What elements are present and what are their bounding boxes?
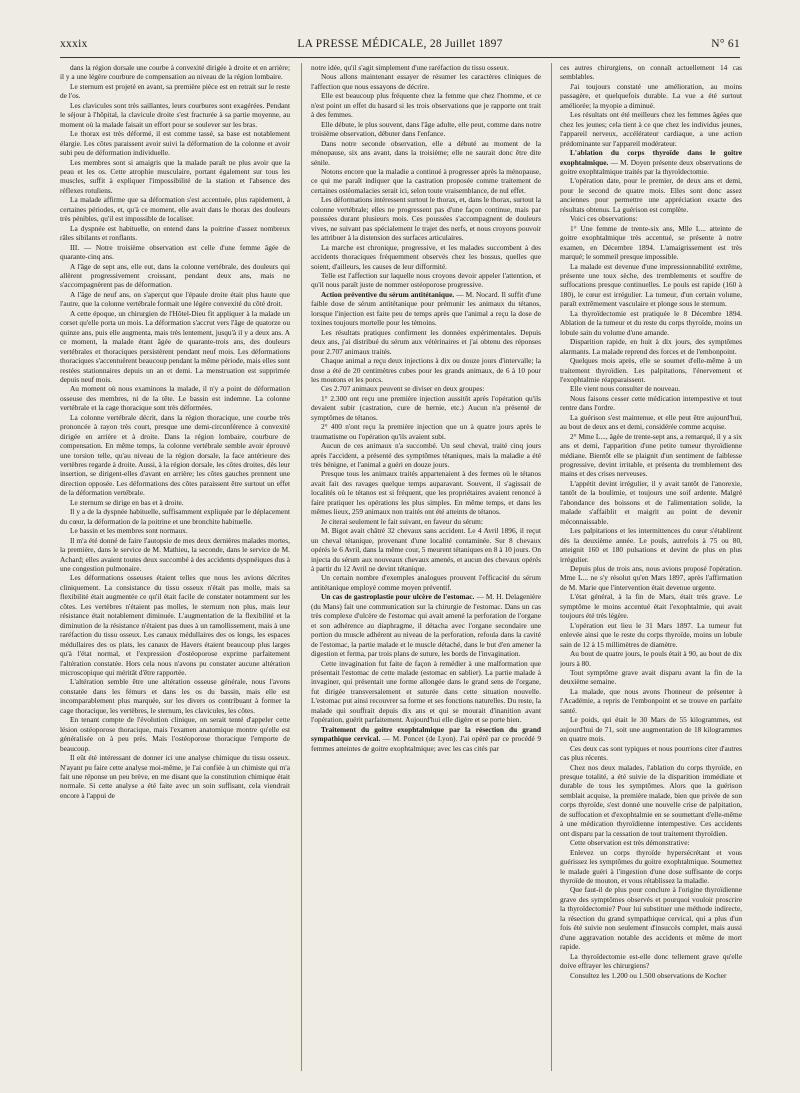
paragraph: Il m'a été donné de faire l'autopsie de mes deux dernières malades mortes, la première, dans le service de M. Mathieu, la seconde, dans le service de M. Achard; elles avaient toutes deux succombé à des accidents dyspnéiques dus à une congestion pulmonaire.	[60, 535, 290, 574]
paragraph: L'état général, à la fin de Mars, était très grave. Le symptôme le moins accentué était l'exophtalmie, qui avait toujours été très légère.	[560, 592, 742, 621]
section-heading: Action préventive du sérum antitétanique.	[321, 289, 455, 299]
paragraph: Les membres sont si amaigris que la malade paraît ne plus avoir que la peau et les os. Cette atrophie musculaire, portant également sur tous les muscles, suffit à expliquer l'impossibilité de la station et l'absence des réflexes rotuliens.	[60, 157, 290, 195]
paragraph: Nous faisons cesser cette médication intempestive et tout rentre dans l'ordre.	[560, 393, 742, 413]
header-rule	[60, 57, 740, 58]
paragraph: 2° 400 n'ont reçu la première injection que un à quatre jours après le traumatisme ou l'opération qu'ils avaient subi.	[311, 422, 541, 441]
paragraph: Il eût été intéressant de donner ici une analyse chimique du tissu osseux. N'ayant pu faire cette analyse moi-même, je l'ai confiée à un chimiste qui m'a fait une réponse un peu brève, en me disant que la constitution chimique était normale. Si cette analyse a été faite avec un soin suffisant, cela viendrait encore à l'appui de	[60, 753, 290, 800]
paragraph: Notons encore que la maladie a continué à progresser après la ménopause, ce qui me paraît indiquer que la castration proposée comme traitement de certaines ostéomalacies serait ici, selon toute vraisemblance, de nul effet.	[311, 166, 541, 195]
paragraph: Le bassin et les membres sont normaux.	[70, 526, 188, 536]
paragraph: Les déformations intéressent surtout le thorax, et, dans le thorax, surtout la colonne vertébrale; elles ne progressent pas d'une façon continue, mais par poussées durant plusieurs mois. Ces poussées s'accompagnent de douleurs vives, ne suivant pas spécialement le trajet des nerfs, et nous croyons pouvoir les attribuer à la distension des surfaces articulaires.	[311, 195, 541, 243]
paragraph: III. — Notre troisième observation est celle d'une femme âgée de quarante-cinq ans.	[60, 242, 290, 262]
paragraph: M. Bigot avait châtré 32 chevaux sans accident. Le 4 Avril 1896, il reçut un cheval tétanique, provenant d'une localité contaminée. Sur 8 chevaux opérés le 6 Avril, dans la même cour, 5 meurent tétaniques en 8 à 10 jours. On injecta du sérum aux nouveaux chevaux amenés, et aucun des chevaux opérés à partir du 12 Avril ne devint tétanique.	[311, 526, 541, 574]
paragraph: L'ablation du corps thyroïde dans le goitre exophtalmique. — M. Doyen présente deux observations de goitre exophtalmique traités par la thyroïdectomie.	[560, 148, 742, 176]
paragraph: Chaque animal a reçu deux injections à dix ou douze jours d'intervalle; la dose a été de 20 centimètres cubes pour les grands animaux, de 6 à 10 pour les moutons et les porcs.	[311, 356, 541, 384]
column-3	[560, 63, 742, 1071]
paragraph: L'appétit devint irrégulier, il y avait tantôt de l'anorexie, tantôt de la boulimie, et toujours une soif ardente. Malgré l'abondance des boissons et de l'alimentation solide, la malade s'affaiblit et maigrit au point de devenir méconnaissable.	[560, 478, 742, 526]
paragraph: J'ai toujours constaté une amélioration, au moins passagère, et quelquefois durable. La vue a été surtout améliorée; la myopie a diminué.	[560, 81, 742, 110]
paragraph: Depuis plus de trois ans, nous avions proposé l'opération. Mme L... ne s'y résolut qu'en Mars 1897, après l'affirmation de M. Marie que l'intervention était devenue urgente.	[560, 564, 742, 592]
paragraph: Telle est l'affection sur laquelle nous croyons devoir appeler l'attention, et qu'il nous paraît juste de nommer ostéoporose progressive.	[311, 270, 541, 290]
column-1	[60, 63, 290, 1071]
issue-number: N° 61	[711, 38, 740, 50]
paragraph: Enlevez un corps thyroïde hypersécrétant et vous guérissez les symptômes du goitre exophtalmique. Soumettez le malade guéri à l'ingestion d'une dose suffisante de corps thyroïde de mouton, et vous rétablissez la maladie.	[560, 847, 742, 885]
paragraph: Un cas de gastroplastie pour ulcère de l'estomac. — M. H. Delagenière (du Mans) fait une communication sur la chirurgie de l'estomac. Dans un cas très complexe d'ulcère de l'estomac qui avait amené la perforation de l'organe et son adhérence au diaphragme, il détacha avec l'organe secondaire une portion du muscle adhérent au niveau de la perforation, refoula dans la cavité de l'estomac, la partie malade et le muscle détaché, dans le but d'en amener la digestion et ferma, par trois plans de suture, les bords de l'invagination.	[311, 592, 541, 659]
paragraph: Action préventive du sérum antitétanique. — M. Nocard. Il suffit d'une faible dose de sérum antitétanique pour prémunir les animaux du tétanos, lorsque l'injection est faite peu de temps après que l'animal a reçu la dose de toxines toujours mortelle pour les témoins.	[311, 289, 541, 328]
paragraph: Cette observation est très démonstrative:	[570, 838, 690, 848]
paragraph: La marche est chronique, progressive, et les malades succombent à des accidents thoraciques fréquemment observés chez les bossus, quelles que soient, d'ailleurs, les causes de leur difformité.	[311, 242, 541, 271]
paragraph: Dans notre seconde observation, elle a débuté au moment de la ménopause, six ans avant, dans la troisième; elle ne saurait donc être dite sénile.	[311, 138, 541, 167]
paragraph: Je citerai seulement le fait suivant, en faveur du sérum:	[321, 516, 483, 526]
paragraph: Ces 2.707 animaux peuvent se diviser en deux groupes:	[321, 384, 485, 394]
paragraph: Les palpitations et les intermittences du cœur s'établirent dès la deuxième année. Le pouls, autrefois à 75 ou 80, atteignit 160 et 180 pulsations et devint de plus en plus irrégulier.	[560, 526, 742, 564]
page-number: xxxix	[60, 38, 88, 50]
paragraph: En tenant compte de l'évolution clinique, on serait tenté d'appeler cette lésion ostéoporose thoracique, mais l'examen anatomique montre qu'elle est généralisée on à peu près. Mais l'ostéoporose thoracique l'emporte de beaucoup.	[60, 715, 290, 753]
paragraph: Elle vient nous consulter de nouveau.	[570, 384, 681, 394]
paragraph: 1° Une femme de trente-six ans, Mlle L... atteinte de goitre exophtalmique très accentué, se présente à notre examen, en Décembre 1894. L'amaigrissement est très marqué; le sommeil presque impossible.	[560, 223, 742, 262]
section-heading: Traitement du goitre exophtalmique par la résection du grand sympathique cervical.	[311, 724, 541, 744]
paragraph: Chez nos deux malades, l'ablation du corps thyroïde, en presque totalité, a été suivie de la disparition immédiate et durable de tous les symptômes. Alors que la guérison semblait acquise, la première malade, bien que privée de son corps thyroïde, s'est donné une nouvelle crise de palpitation, de suffocation et d'exophtalmie en se soumettant d'elle-même à une médication thyroïdienne intempestive. Ces accidents ont disparu par la cessation de tout traitement thyroïdien.	[560, 762, 742, 838]
paragraph: Les déformations osseuses étaient telles que nous les avions décrites cliniquement. La consistance du tissu osseux n'était pas molle, mais sa flexibilité était augmentée ce qu'il était facile de constater notamment sur les côtes. Les vertèbres n'étaient pas molles, le sternum non plus, mais leur résistance était notablement diminuée. L'augmentation de la flexibilité et la diminution de la résistance n'étaient pas dues à un ramollissement, mais à une raréfaction du tissu osseux. Les canaux médullaires des os longs, les espaces médullaires des os plats, les canaux de Havers étaient beaucoup plus larges qu'à l'état normal, et l'expression d'ostéoporose exprime parfaitement l'altération constatée. Hors cela nous n'avons pu constater aucune altération microscopique qui méritât d'être rapportée.	[60, 573, 290, 677]
paragraph: Le sternum est projeté en avant, sa première pièce est en retrait sur le reste de l'os.	[60, 81, 290, 101]
paragraph: La thyroïdectomie est pratiquée le 8 Décembre 1894. Ablation de la tumeur et du reste du corps thyroïde, moins un lobule sain du volume d'une amande.	[560, 308, 742, 337]
paragraph: La malade est devenue d'une impressionnabilité extrême, présente une toux sèche, des tremblements et souffre de suffocations presque continuelles. Le pouls est rapide (160 à 180), le cœur est irrégulier. La tumeur, d'un certain volume, paraît extrêmement vasculaire et plonge sous le sternum.	[560, 261, 742, 309]
paragraph: L'altération semble être une altération osseuse générale, nous l'avons constatée dans les fémurs et dans les os du bassin, mais elle est incomparablement plus marquée, sur les divers os contribuant à former la cage thoracique, les vertèbres, le sternum, les clavicules, les côtes.	[60, 677, 290, 715]
paragraph: Nous allons maintenant essayer de résumer les caractères cliniques de l'affection que nous essayons de décrire.	[311, 72, 541, 91]
paragraph: A cette époque, un chirurgien de l'Hôtel-Dieu fit appliquer à la malade un corset qu'elle porta un mois. La déformation s'accrut vers l'âge de quatorze ou quinze ans, puis elle augmenta, mais très lentement, jusqu'à il y a deux ans. A ce moment, la malade étant âgée de quarante-trois ans, des douleurs vertébrales et thoraciques persistèrent pendant neuf mois. Les déformations thoraciques s'accentuèrent beaucoup pendant la même période, mais elles sont restées stationnaires depuis un an et demi. La menstruation est supprimée depuis neuf mois.	[60, 308, 290, 384]
paragraph: La thyroïdectomie est-elle donc tellement grave qu'elle doive effrayer les chirurgiens?	[560, 951, 742, 971]
paragraph: Elle est beaucoup plus fréquente chez la femme que chez l'homme, et ce n'est point un effet du hasard si les trois observations que je rapporte ont trait à des femmes.	[311, 91, 541, 120]
paragraph: Tout symptôme grave avait disparu avant la fin de la deuxième semaine.	[560, 668, 742, 687]
paragraph: 2° Mme L..., âgée de trente-sept ans, a remarqué, il y a six ans et demi, l'apparition d'une petite tumeur thyroïdienne médiane. Bientôt elle se plaignit d'un sentiment de faiblesse progressive, devint irritable, et présenta du tremblement des mains et des crises nerveuses.	[560, 431, 742, 479]
journal-title: LA PRESSE MÉDICALE, 28 Juillet 1897	[297, 38, 503, 50]
paragraph: Il y a de la dyspnée habituelle, suffisamment expliquée par le déplacement du cœur, la déformation de la poitrine et une bronchite habituelle.	[60, 507, 290, 526]
paragraph: Un certain nombre d'exemples analogues prouvent l'efficacité du sérum antitétanique employé comme moyen préventif.	[311, 573, 541, 592]
paragraph: L'opération date, pour le premier, de deux ans et demi, pour le second de quatre mois. Elles sont donc assez anciennes pour permettre une appréciation exacte des résultats obtenus. La guérison est complète.	[560, 176, 742, 214]
paragraph: La malade, que nous avons l'honneur de présenter à l'Académie, a repris de l'embonpoint et se trouve en parfaite santé.	[560, 686, 742, 715]
column-divider	[301, 63, 302, 1071]
paragraph: Quelques mois après, elle se soumet d'elle-même à un traitement thyroïdien. Les palpitations, l'énervement et l'exophtalmie réapparaissent.	[560, 356, 742, 384]
paragraph: ces autres chirurgiens, on connaît actuellement 14 cas semblables.	[560, 63, 742, 82]
paragraph: Aucun de ces animaux n'a succombé. Un seul cheval, traité cinq jours après l'accident, a présenté des symptômes tétaniques, mais la maladie a été très bénigne, et l'animal a guéri en douze jours.	[311, 441, 541, 470]
paragraph: Ces deux cas sont typiques et nous pourrions citer d'autres cas plus récents.	[560, 743, 742, 763]
column-divider	[551, 63, 552, 1071]
paragraph: A l'âge de neuf ans, on s'aperçut que l'épaule droite était plus haute que l'autre, que la colonne vertébrale formait une légère convexité du côté droit.	[60, 289, 290, 309]
paragraph: La guérison s'est maintenue, et elle peut être aujourd'hui, au bout de deux ans et demi, considérée comme acquise.	[560, 412, 742, 432]
paragraph: notre idée, qu'il s'agit simplement d'une raréfaction du tissu osseux.	[311, 63, 509, 72]
paragraph: dans la région dorsale une courbe à convexité dirigée à droite et en arrière; il y a une légère courbure de compensation au niveau de la région lombaire.	[60, 63, 290, 82]
column-2	[311, 63, 541, 1071]
paragraph: Que faut-il de plus pour conclure à l'origine thyroïdienne grave des symptômes observés et pourquoi vouloir proscrire la thyroïdectomie? Pour lui substituer une méthode indirecte, la résection du grand sympathique cervical, qui a plus d'un fois été suivie non seulement d'insuccès complet, mais aussi d'une aggravation notable des accidents et même de mort rapide.	[560, 885, 742, 952]
paragraph: Voici ces observations:	[570, 214, 638, 224]
paragraph: La dyspnée est habituelle, on entend dans la poitrine d'assez nombreux râles sibilants et ronflants.	[60, 223, 290, 243]
paragraph: Le thorax est très déformé, il est comme tassé, sa base est notablement élargie. Les côtes paraissent avoir suivi la déformation de la colonne et avoir subi peu de déformation individuelle.	[60, 129, 290, 158]
paragraph: Consultez les 1.200 ou 1.500 observations de Kocher	[570, 970, 727, 980]
paragraph: Presque tous les animaux traités appartenaient à des fermes où le tétanos avait fait des ravages quelque temps auparavant. Souvent, il s'agissait de localités où le tétanos est si fréquent, que les propriétaires avaient renoncé à faire pratiquer les opérations les plus simples. En même temps, et dans les mêmes lieux, 259 animaux non traités ont été atteints de tétanos.	[311, 469, 541, 517]
paragraph: Les résultats pratiques confirment les données expérimentales. Depuis deux ans, j'ai distribué du sérum aux vétérinaires et j'ai obtenu des réponses pour 2.707 animaux traités.	[311, 327, 541, 356]
paragraph: Le sternum se dirige en bas et à droite.	[70, 497, 184, 507]
paragraph: Disparition rapide, en huit à dix jours, des symptômes alarmants. La malade reprend des forces et de l'embonpoint.	[560, 337, 742, 356]
paragraph: Elle débute, le plus souvent, dans l'âge adulte, elle peut, comme dans notre troisième observation, débuter dans l'enfance.	[311, 119, 541, 139]
paragraph: Les clavicules sont très saillantes, leurs courbures sont exagérées. Pendant le séjour à l'hôpital, la clavicule droite s'est fracturée à sa partie moyenne, au moment où la malade faisait un effort pour se soulever sur les bras.	[60, 100, 290, 129]
paragraph: Cette invagination fut faite de façon à remédier à une malformation que présentait l'estomac de cette malade (estomac en sablier). La partie malade à invaginer, qui présentait une forme allongée dans le grand sens de l'organe, fut dirigée transversalement et suturée dans cette situation nouvelle. L'estomac put ainsi recouvrer sa forme et ses fonctions naturelles. Du reste, la malade qui souffrait depuis dix ans et qui se mourait d'inanition avant l'opération, guérit parfaitement. Aujourd'hui elle digère et se porte bien.	[311, 658, 541, 725]
section-heading: Un cas de gastroplastie pour ulcère de l'estomac.	[321, 592, 475, 602]
paragraph: Les résultats ont été meilleurs chez les femmes âgées que chez les jeunes; cela tient à ce que chez les individus jeunes, l'appareil nerveux, accélérateur cardiaque, a une action prédominante sur l'appareil modérateur.	[560, 110, 742, 148]
paragraph: Traitement du goitre exophtalmique par la résection du grand sympathique cervical. — M. Poncet (de Lyon). J'ai opéré par ce procédé 9 femmes atteintes de goitre exophtalmique; avec les cas cités par	[311, 724, 541, 753]
paragraph: Au moment où nous examinons la malade, il n'y a point de déformation osseuse des membres, ni de la tête. Le bassin est indemne. La colonne vertébrale et la cage thoracique sont très déformées.	[60, 384, 290, 413]
paragraph: La malade affirme que sa déformation s'est accentuée, plus rapidement, à certaines périodes, et, qu'à ce moment, elle avait dans le thorax des douleurs très pénibles, qu'il est impossible de localiser.	[60, 195, 290, 224]
paragraph: 1° 2.300 ont reçu une première injection aussitôt après l'opération qu'ils devaient subir (castration, cure de hernie, etc.) Aucun n'a présenté de symptômes de tétanos.	[311, 393, 541, 422]
section-heading: L'ablation du corps thyroïde dans le goitre exophtalmique.	[560, 148, 742, 167]
paragraph: La colonne vertébrale décrit, dans la région thoracique, une courbe très prononcée à rayon très court, presque une demi-circonférence à convexité dirigée en arrière et à droite. Dans la région lombaire, courbure de compensation. En même temps, la colonne vertébrale semble avoir éprouvé une torsion telle, qu'au niveau de la région dorsale, la face antérieure des vertèbres regarde à droite. Aussi, à la région dorsale, les côtes droites, dès leur insertion, se dirigent-elles d'avant en arrière; les côtes gauches prennent une direction opposée. Les déformations des côtes paraissent être surtout un effet de la déformation vertébrale.	[60, 412, 290, 498]
paragraph: Au bout de quatre jours, le pouls était à 90, au bout de dix jours à 80.	[560, 649, 742, 668]
page-header	[60, 38, 740, 56]
paragraph: A l'âge de sept ans, elle eut, dans la colonne vertébrale, des douleurs qui allèrent progressivement croissant, pendant deux ans, mais ne s'accompagnèrent pas de déformation.	[60, 261, 290, 290]
paragraph: Le poids, qui était le 30 Mars de 55 kilogrammes, est aujourd'hui de 71, soit une augmentation de 18 kilogrammes en quatre mois.	[560, 715, 742, 744]
paragraph: L'opération eut lieu le 31 Mars 1897. La tumeur fut enlevée ainsi que le reste du corps thyroïde, moins un lobule sain de 12 à 15 millimètres de diamètre.	[560, 620, 742, 649]
